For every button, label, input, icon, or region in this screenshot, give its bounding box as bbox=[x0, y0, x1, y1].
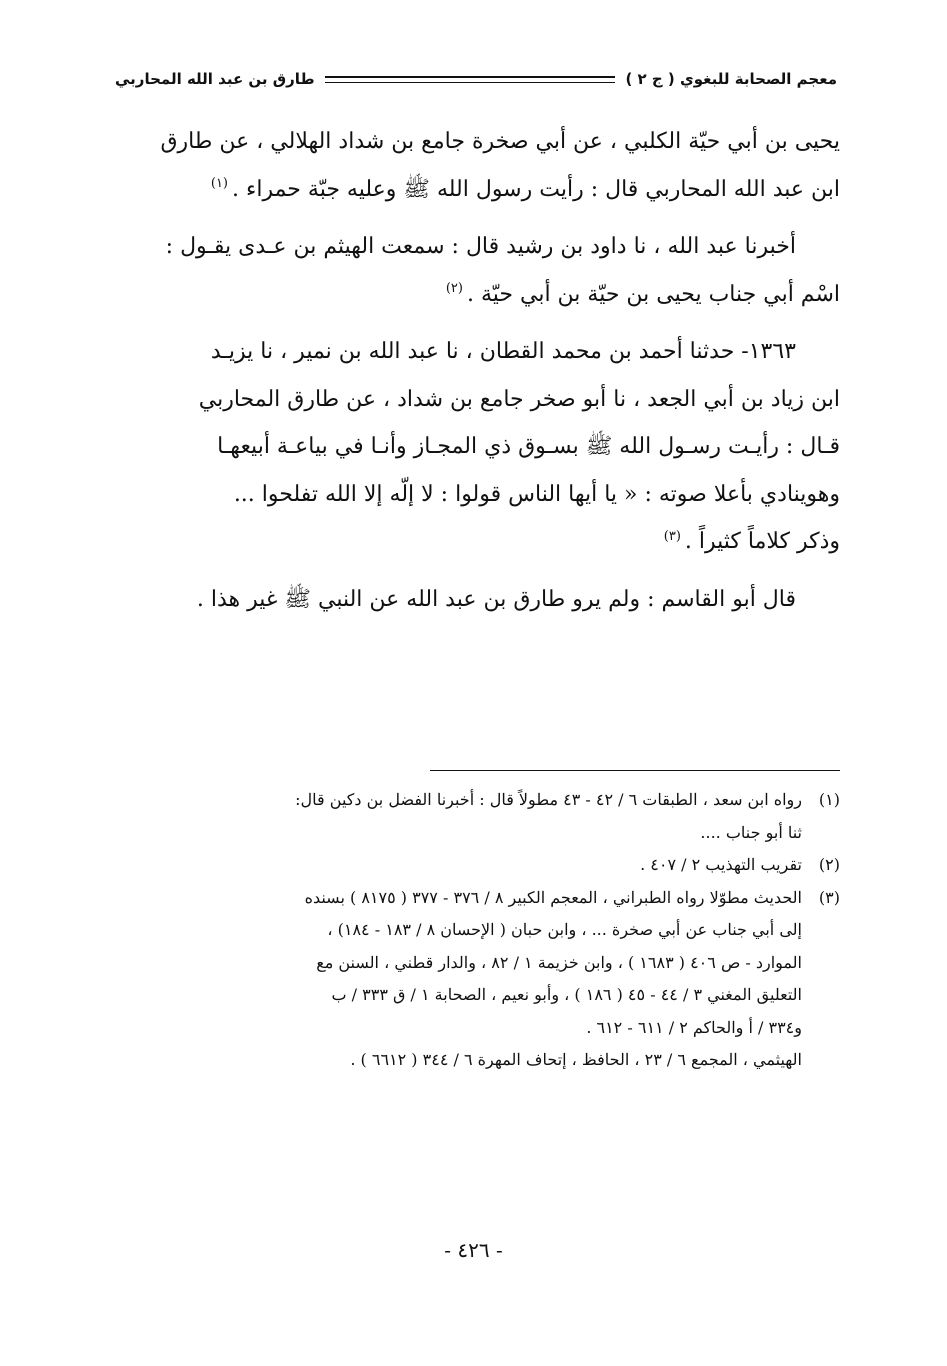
footnote-ref: (٣) bbox=[663, 528, 681, 544]
text-line bbox=[118, 518, 840, 566]
book-title: معجم الصحابة للبغوي ( ج ٢ ) bbox=[625, 70, 837, 88]
footnote-line: الموارد - ص ٤٠٦ ( ١٦٨٣ ) ، وابن خزيمة ١ / ٨٢ ، والدار قطني ، السنن مع bbox=[316, 952, 802, 972]
text-line bbox=[118, 166, 840, 214]
footnote-1 bbox=[118, 784, 840, 849]
footnote-2 bbox=[118, 849, 840, 882]
text-line: يحيى بن أبي حيّة الكلبي ، عن أبي صخرة جامع بن شداد الهلالي ، عن طارق bbox=[160, 129, 840, 154]
paragraph-3 bbox=[118, 328, 840, 566]
footnote-line: إلى أبي جناب عن أبي صخرة ... ، وابن حبان ( الإحسان ٨ / ١٨٣ - ١٨٤) ، bbox=[327, 920, 802, 939]
text-line bbox=[118, 271, 840, 319]
footnote-3 bbox=[118, 882, 840, 1045]
footnote-line: الحديث مطوّلا رواه الطبراني ، المعجم الكبير ٨ / ٣٧٦ - ٣٧٧ ( ٨١٧٥ ) بسنده bbox=[304, 887, 802, 907]
footnote-ref: (٢) bbox=[445, 281, 463, 297]
footnote-body bbox=[118, 882, 802, 1045]
text-line: ابن زياد بن أبي الجعد ، نا أبو صخر جامع بن شداد ، عن طارق المحاربي bbox=[198, 386, 840, 412]
footnote-continuation: الهيثمي ، المجمع ٦ / ٢٣ ، الحافظ ، إتحاف المهرة ٦ / ٣٤٤ ( ٦٦١٢ ) . bbox=[350, 1050, 802, 1069]
footnote-line: ثنا أبو جناب .... bbox=[700, 822, 802, 842]
footnote-number: (٣) bbox=[818, 887, 840, 907]
text-line-content: وذكر كلاماً كثيراً . bbox=[684, 529, 840, 554]
text-line: قـال : رأيـت رسـول الله ﷺ بسـوق ذي المجـاز وأنـا في بياعـة أبيعهـا bbox=[217, 434, 840, 459]
paragraph-2 bbox=[118, 223, 840, 318]
text-line: قال أبو القاسم : ولم يرو طارق بن عبد الله عن النبي ﷺ غير هذا . bbox=[196, 586, 796, 612]
footnotes bbox=[118, 784, 840, 1077]
footnote-number: (٢) bbox=[818, 855, 840, 874]
footnote-line: تقريب التهذيب ٢ / ٤٠٧ . bbox=[640, 855, 802, 874]
main-text bbox=[118, 118, 840, 633]
text-line: وهوينادي بأعلا صوته : « يا أيها الناس قولوا : لا إلّه إلا الله تفلحوا ... bbox=[233, 481, 840, 507]
footnote-number: (١) bbox=[818, 790, 840, 809]
footnote-line: و٣٣٤ / أ والحاكم ٢ / ٦١١ - ٦١٢ . bbox=[586, 1017, 802, 1037]
running-header bbox=[115, 64, 837, 94]
text-line-content: ابن عبد الله المحاربي قال : رأيت رسول الله ﷺ وعليه جبّة حمراء . bbox=[232, 176, 840, 202]
footnote-body bbox=[118, 784, 802, 849]
text-line-content: اسْم أبي جناب يحيى بن حيّة بن أبي حيّة . bbox=[466, 281, 840, 307]
text-line: ١٣٦٣- حدثنا أحمد بن محمد القطان ، نا عبد الله بن نمير ، نا يزيـد bbox=[210, 339, 796, 364]
footnote-line: رواه ابن سعد ، الطبقات ٦ / ٤٢ - ٤٣ مطولاً قال : أخبرنا الفضل بن دكين قال: bbox=[295, 790, 802, 809]
footnote-body bbox=[118, 849, 802, 882]
entry-title: طارق بن عبد الله المحاربي bbox=[115, 70, 315, 88]
paragraph-1 bbox=[118, 118, 840, 213]
footnote-line: التعليق المغني ٣ / ٤٤ - ٤٥ ( ١٨٦ ) ، وأبو نعيم ، الصحابة ١ / ق ٣٣٣ / ب bbox=[331, 985, 802, 1004]
footnote-ref: (١) bbox=[210, 176, 228, 192]
paragraph-4 bbox=[118, 576, 840, 624]
text-line: أخبرنا عبد الله ، نا داود بن رشيد قال : سمعت الهيثم بن عـدى يقـول : bbox=[165, 234, 796, 259]
page-number: - ٤٢٦ - bbox=[444, 1238, 503, 1262]
header-rule bbox=[325, 76, 616, 83]
footnote-separator bbox=[430, 770, 840, 771]
